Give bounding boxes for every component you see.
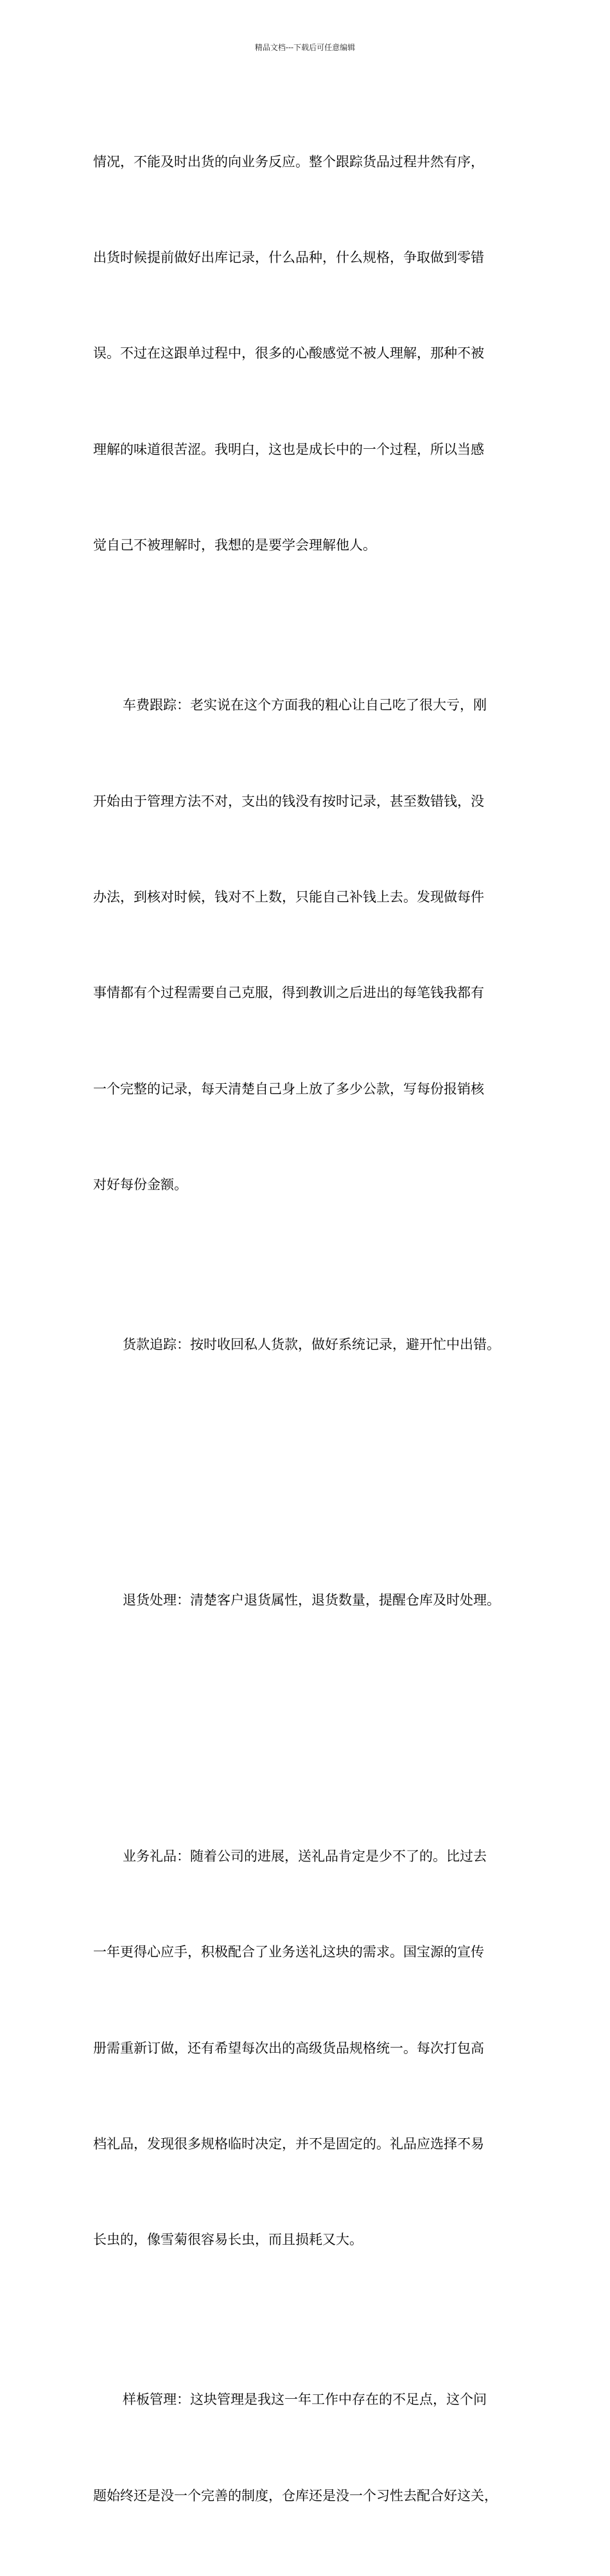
- text-line: 业务礼品：随着公司的进展，送礼品肯定是少不了的。比过去: [123, 1848, 487, 1864]
- text-line: 长虫的，像雪菊很容易长虫，而且损耗又大。: [93, 2232, 363, 2248]
- text-line: 货款追踪：按时收回私人货款，做好系统记录，避开忙中出错。: [123, 1337, 500, 1353]
- text-line: 开始由于管理方法不对，支出的钱没有按时记录，甚至数错钱，没: [93, 793, 484, 809]
- text-line: 对好每份金额。: [93, 1177, 187, 1193]
- text-line: 样板管理：这块管理是我这一年工作中存在的不足点，这个问: [123, 2392, 487, 2408]
- text-line: 车费跟踪：老实说在这个方面我的粗心让自己吃了很大亏，刚: [123, 697, 487, 713]
- text-line: 误。不过在这跟单过程中，很多的心酸感觉不被人理解，那种不被: [93, 345, 484, 361]
- paragraph-gap: [93, 1681, 530, 1713]
- text-line: 一个完整的记录，每天清楚自己身上放了多少公款，写每份报销核: [93, 1081, 484, 1097]
- text-line: 题始终还是没一个完善的制度，仓库还是没一个习性去配合好这关，: [93, 2487, 498, 2503]
- paragraph-payment-tracking: [93, 1265, 530, 1520]
- paragraph-sample-management: [93, 2320, 530, 2576]
- text-line: 档礼品，发现很多规格临时决定，并不是固定的。礼品应选择不易: [93, 2136, 484, 2152]
- text-line: 一年更得心应手，积极配合了业务送礼这块的需求。国宝源的宣传: [93, 1944, 484, 1960]
- paragraph-returns: [93, 1521, 530, 1777]
- text-line: 办法，到核对时候，钱对不上数，只能自己补钱上去。发现做每件: [93, 889, 484, 905]
- text-line: 册需重新订做，还有希望每次出的高级货品规格统一。每次打包高: [93, 2040, 484, 2056]
- text-line: 情况，不能及时出货的向业务反应。整个跟踪货品过程井然有序，: [93, 153, 484, 170]
- paragraph-gap: [93, 1425, 530, 1457]
- text-line: 事情都有个过程需要自己克服，得到教训之后进出的每笔钱我都有: [93, 985, 484, 1001]
- paragraph-business-gifts: [93, 1777, 530, 2320]
- paragraph-shipping-summary: [93, 82, 530, 626]
- document-body: [93, 82, 530, 2576]
- paragraph-travel-expense: [93, 626, 530, 1266]
- page-header: 精品文档---下载后可任意编辑: [254, 43, 356, 52]
- text-line: 退货处理：清楚客户退货属性，退货数量，提醒仓库及时处理。: [123, 1592, 500, 1608]
- text-line: 觉自己不被理解时，我想的是要学会理解他人。: [93, 537, 376, 553]
- text-line: 理解的味道很苦涩。我明白，这也是成长中的一个过程，所以当感: [93, 441, 484, 457]
- text-line: 出货时候提前做好出库记录，什么品种，什么规格，争取做到零错: [93, 249, 484, 265]
